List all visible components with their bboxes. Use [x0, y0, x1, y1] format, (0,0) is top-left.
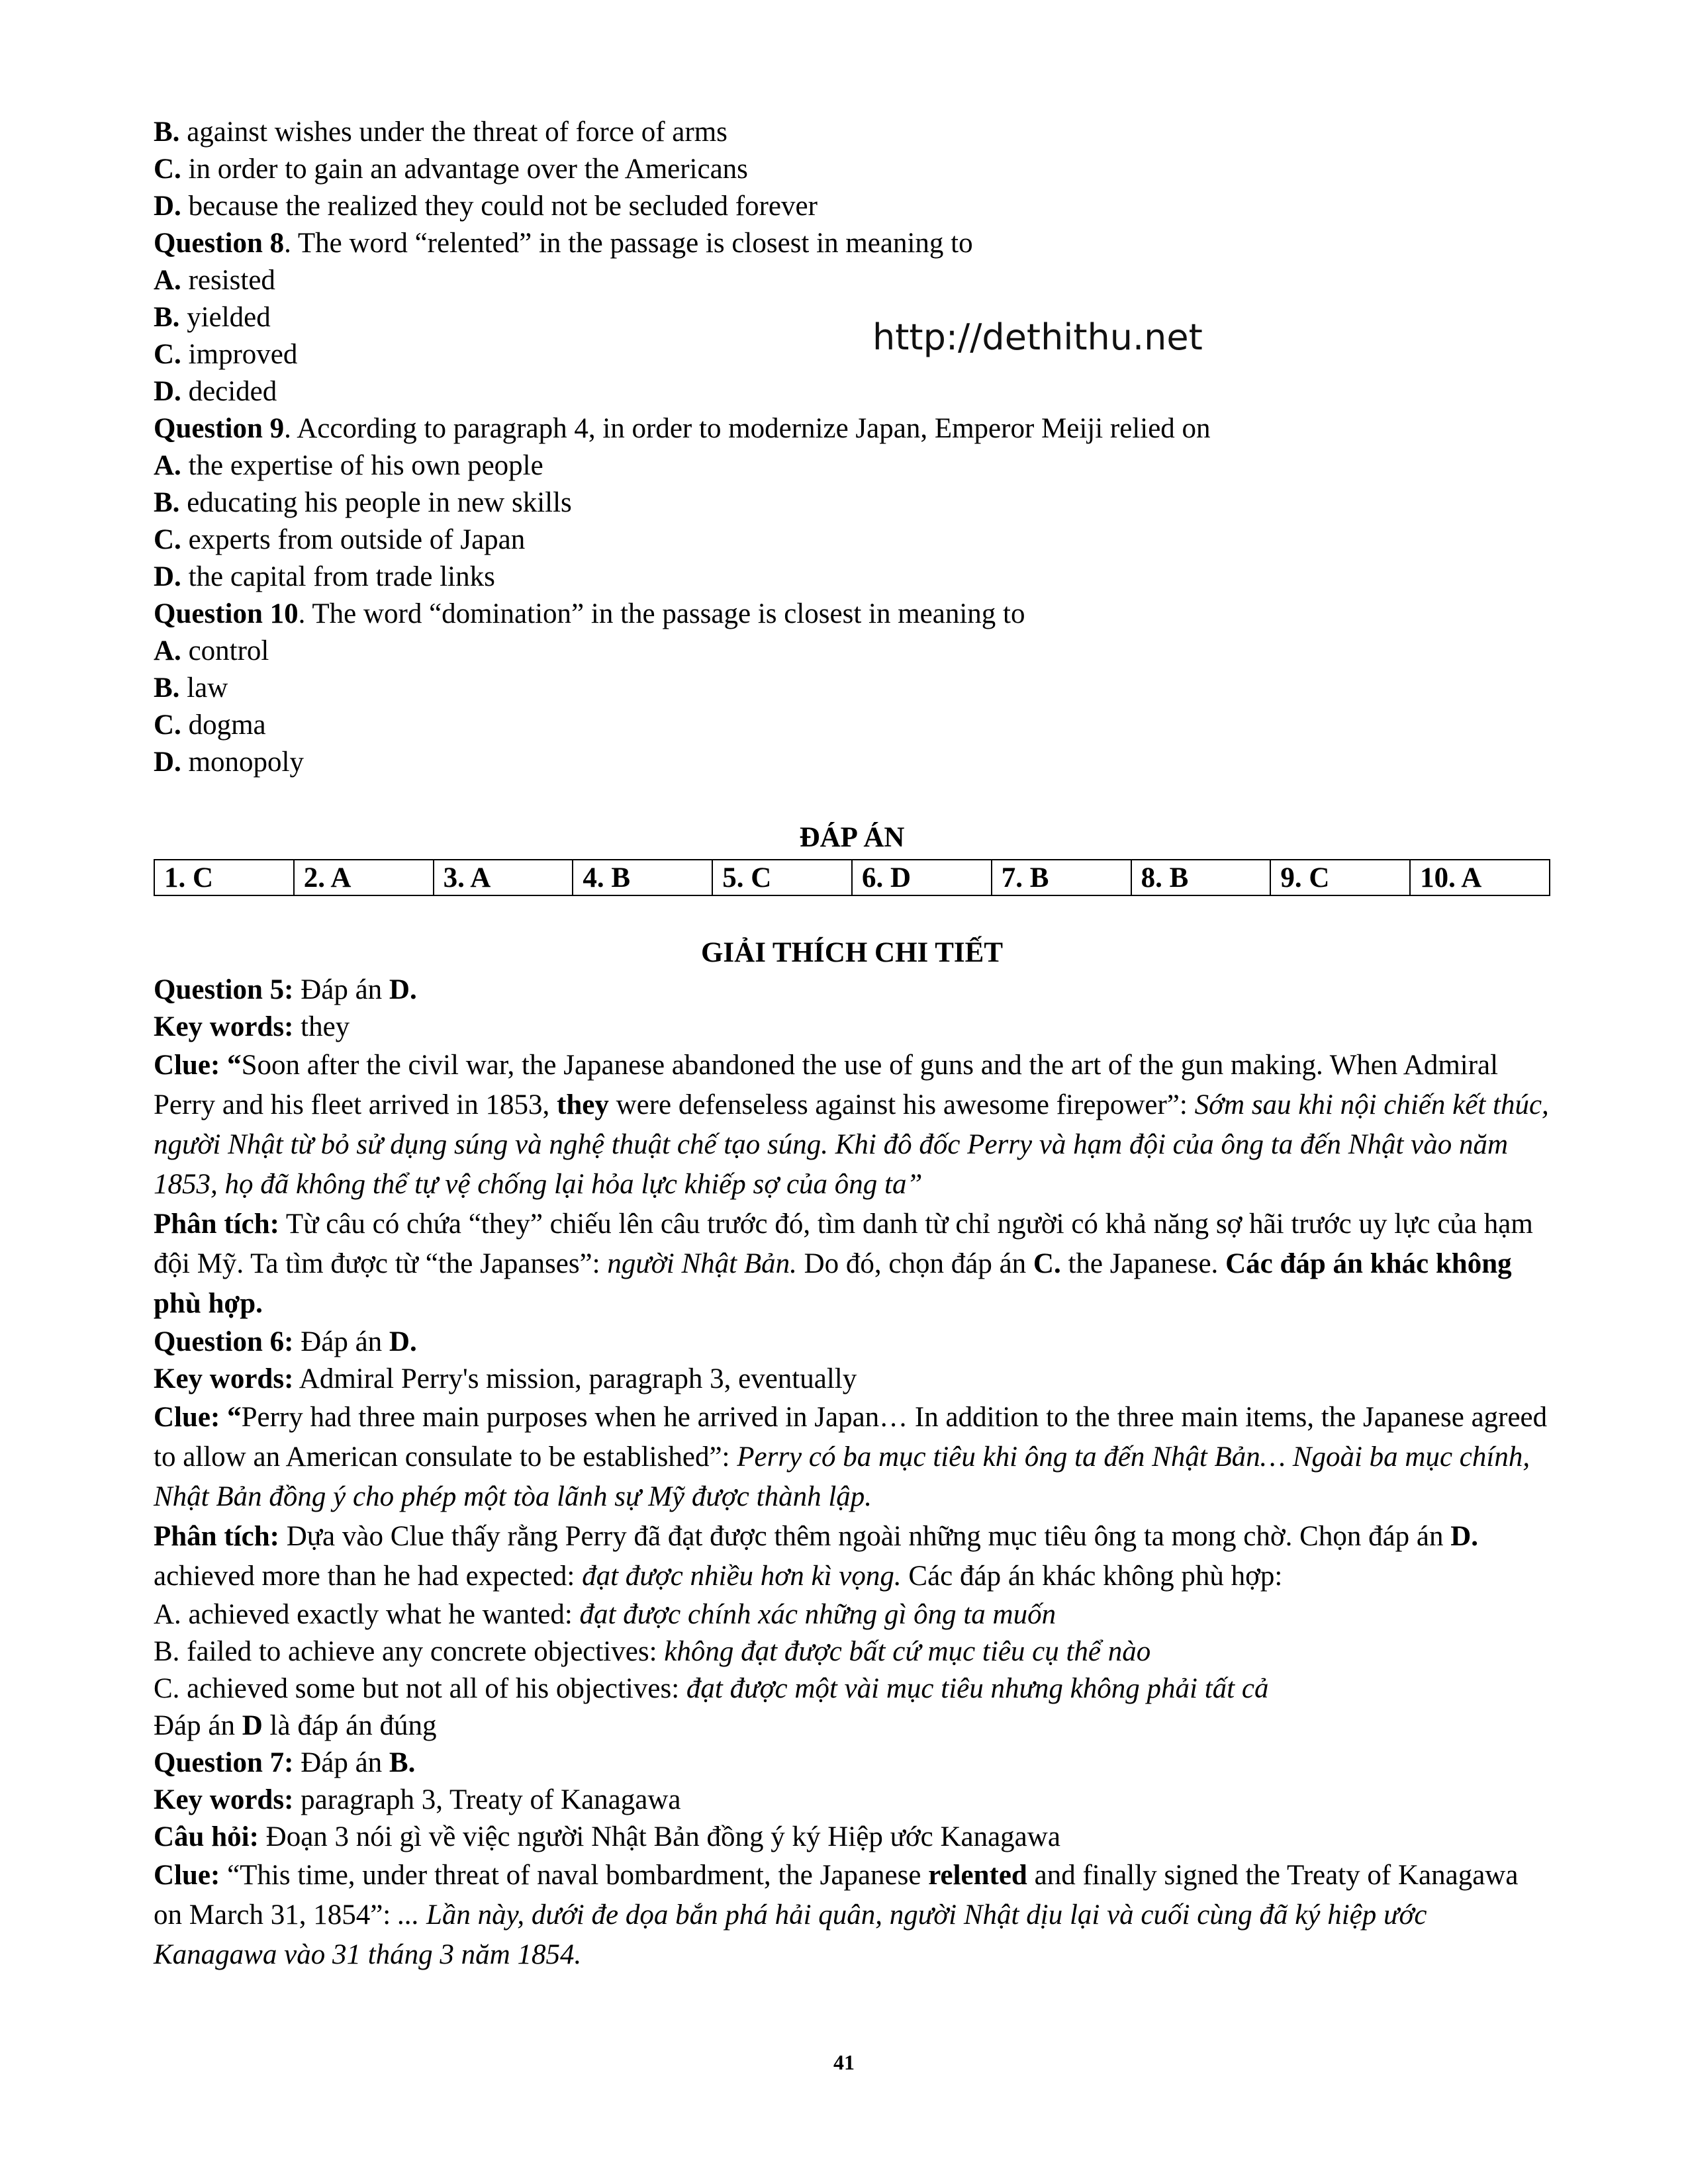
- option-item: D. decided: [154, 376, 277, 407]
- q6-keywords: Key words: Admiral Perry's mission, paragraph 3, eventually: [154, 1363, 857, 1394]
- q7-question: Câu hỏi: Đoạn 3 nói gì về việc người Nhật Bản đồng ý ký Hiệp ước Kanagawa: [154, 1821, 1060, 1852]
- answer-cell: 2. A: [294, 860, 434, 895]
- answer-key-title: ĐÁP ÁN: [799, 822, 905, 853]
- q6-heading: Question 6: Đáp án D.: [154, 1326, 417, 1357]
- answer-cell: 4. B: [573, 860, 712, 895]
- answer-cell: 10. A: [1410, 860, 1550, 895]
- q6-other-option: C. achieved some but not all of his objectives: đạt được một vài mục tiêu nhưng không phải tất cả: [154, 1673, 1269, 1704]
- answer-cell: 5. C: [712, 860, 852, 895]
- answer-cell: 7. B: [992, 860, 1131, 895]
- option-item: A. control: [154, 635, 269, 666]
- question-stem: Question 9. According to paragraph 4, in order to modernize Japan, Emperor Meiji relied on: [154, 413, 1211, 444]
- answer-cell: 1. C: [154, 860, 294, 895]
- answer-key-table: [154, 859, 1550, 896]
- option-item: B. against wishes under the threat of force of arms: [154, 116, 727, 148]
- option-item: D. because the realized they could not be secluded forever: [154, 191, 818, 222]
- option-item: B. educating his people in new skills: [154, 487, 572, 518]
- option-item: A. the expertise of his own people: [154, 450, 543, 481]
- watermark-url: http://dethithu.net: [872, 316, 1203, 358]
- question-stem: Question 10. The word “domination” in the passage is closest in meaning to: [154, 598, 1025, 629]
- q5-analysis: Phân tích: Từ câu có chứa “they” chiếu lên câu trước đó, tìm danh từ chỉ người có khả năng sợ hãi trước uy lực của hạm đội Mỹ. Ta tìm được từ “the Japanses”: người Nhật Bản. Do đó, chọn đáp án C. the Japanese. Các đáp án khác không phù hợp.: [154, 1208, 1533, 1319]
- page-content: [154, 114, 1550, 1975]
- page-number: 41: [833, 2050, 855, 2074]
- q6-conclusion: Đáp án D là đáp án đúng: [154, 1710, 437, 1741]
- q7-heading: Question 7: Đáp án B.: [154, 1747, 416, 1778]
- option-item: D. monopoly: [154, 747, 304, 778]
- explanation-title: GIẢI THÍCH CHI TIẾT: [700, 937, 1004, 968]
- option-item: B. law: [154, 672, 228, 704]
- option-item: D. the capital from trade links: [154, 561, 495, 592]
- answer-cell: 8. B: [1131, 860, 1271, 895]
- option-item: C. improved: [154, 339, 298, 370]
- answer-cell: 3. A: [434, 860, 573, 895]
- q5-clue: Clue: “Soon after the civil war, the Japanese abandoned the use of guns and the art of the gun making. When Admiral Perry and his fleet arrived in 1853, they were defenseless against his awesome firepower”: Sớm sau khi nội chiến kết thúc, người Nhật từ bỏ sử dụng súng và nghệ thuật chế tạo súng. Khi đô đốc Perry và hạm đội của ông ta đến Nhật vào năm 1853, họ đã không thể tự vệ chống lại hỏa lực khiếp sợ của ông ta”: [154, 1050, 1549, 1200]
- q6-clue: Clue: “Perry had three main purposes when he arrived in Japan… In addition to the three main items, the Japanese agreed to allow an American consulate to be established”: Perry có ba mục tiêu khi ông ta đến Nhật Bản… Ngoài ba mục chính, Nhật Bản đồng ý cho phép một tòa lãnh sự Mỹ được thành lập.: [154, 1402, 1548, 1512]
- option-item: C. experts from outside of Japan: [154, 524, 526, 555]
- option-item: A. resisted: [154, 265, 275, 296]
- table-row: [154, 860, 1550, 895]
- q5-keywords: Key words: they: [154, 1011, 350, 1042]
- answer-cell: 6. D: [852, 860, 992, 895]
- q7-keywords: Key words: paragraph 3, Treaty of Kanagawa: [154, 1784, 681, 1815]
- q5-heading: Question 5: Đáp án D.: [154, 974, 417, 1005]
- q7-clue: Clue: “This time, under threat of naval bombardment, the Japanese relented and finally signed the Treaty of Kanagawa on March 31, 1854”: ... Lần này, dưới đe dọa bắn phá hải quân, người Nhật dịu lại và cuối cùng đã ký hiệp ước Kanagawa vào 31 tháng 3 năm 1854.: [154, 1860, 1519, 1970]
- option-item: C. in order to gain an advantage over the Americans: [154, 154, 748, 185]
- option-item: B. yielded: [154, 302, 271, 333]
- q6-other-option: A. achieved exactly what he wanted: đạt được chính xác những gì ông ta muốn: [154, 1599, 1056, 1630]
- question-stem: Question 8. The word “relented” in the passage is closest in meaning to: [154, 228, 973, 259]
- q6-analysis: Phân tích: Dựa vào Clue thấy rằng Perry đã đạt được thêm ngoài những mục tiêu ông ta mong chờ. Chọn đáp án D. achieved more than he had expected: đạt được nhiều hơn kì vọng. Các đáp án khác không phù hợp:: [154, 1521, 1479, 1592]
- q6-other-option: B. failed to achieve any concrete objectives: không đạt được bất cứ mục tiêu cụ thể nào: [154, 1636, 1151, 1667]
- option-item: C. dogma: [154, 709, 266, 741]
- answer-cell: 9. C: [1270, 860, 1410, 895]
